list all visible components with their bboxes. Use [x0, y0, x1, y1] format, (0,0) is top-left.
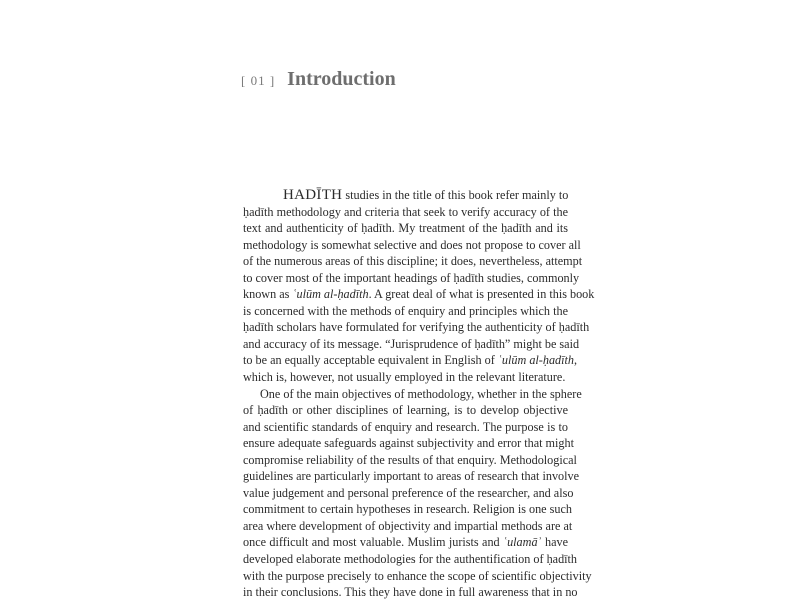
paragraph-2-line-6: guidelines are particularly important to areas of research that involve — [243, 469, 580, 484]
paragraph-1-line-5: of the numerous areas of this discipline; it does, nevertheless, attempt — [243, 254, 583, 269]
paragraph-1-line-2: ḥadīth methodology and criteria that seek to verify accuracy of the — [243, 204, 568, 219]
term-ulama: ʿulamāʾ — [503, 535, 542, 550]
paragraph-1-line-8: is concerned with the methods of enquiry and principles which the — [243, 303, 568, 318]
paragraph-2-line-3: and scientific standards of enquiry and research. The purpose is to — [243, 419, 568, 434]
term-ulum-al-hadith: ʿulūm al-ḥadīth — [497, 353, 575, 368]
paragraph-2-line-9: area where development of objectivity and impartial methods are at — [243, 518, 573, 533]
paragraph-1-line-4: methodology is somewhat selective and does not propose to cover all — [243, 237, 581, 252]
paragraph-2-line-2: of ḥadīth or other disciplines of learning, is to develop objective — [243, 403, 568, 418]
paragraph-2-line-11: developed elaborate methodologies for the authentification of ḥadīth — [243, 552, 578, 567]
paragraph-1-line-12: which is, however, not usually employed in the relevant literature. — [243, 370, 566, 385]
chapter-heading — [241, 68, 396, 91]
paragraph-2-line-1: One of the main objectives of methodology, whether in the sphere — [260, 386, 582, 401]
paragraph-1-line-6: to cover most of the important headings of ḥadīth studies, commonly — [243, 270, 580, 285]
lead-word: HADĪTH — [283, 187, 343, 203]
paragraph-2-line-13: in their conclusions. This they have done in full awareness that in no — [243, 585, 578, 600]
paragraph-1-line-9: ḥadīth scholars have formulated for verifying the authenticity of ḥadīth — [243, 320, 590, 335]
paragraph-1-line-1: HADĪTH studies in the title of this book refer mainly to — [283, 187, 569, 203]
paragraph-2-line-10: once difficult and most valuable. Muslim jurists and ʿulamāʾ have — [243, 535, 568, 550]
body-text — [243, 187, 595, 601]
paragraph-1-line-7: known as ʿulūm al-ḥadīth. A great deal of what is presented in this book — [243, 287, 595, 302]
paragraph-1-line-11: to be an equally acceptable equivalent in English of ʿulūm al-ḥadīth, — [243, 353, 578, 368]
chapter-number: [ 01 ] — [241, 73, 276, 88]
paragraph-1-line-10: and accuracy of its message. “Jurisprudence of ḥadīth” might be said — [243, 336, 580, 351]
paragraph-2-line-4: ensure adequate safeguards against subjectivity and error that might — [243, 436, 574, 451]
paragraph-2-line-8: commitment to certain hypotheses in research. Religion is one such — [243, 502, 572, 517]
paragraph-1-line-3: text and authenticity of ḥadīth. My treatment of the ḥadīth and its — [243, 221, 568, 236]
paragraph-2-line-7: value judgement and personal preference of the researcher, and also — [243, 485, 574, 500]
term-ulum-al-hadith: ʿulūm al-ḥadīth — [292, 287, 369, 302]
paragraph-2-line-5: compromise reliability of the results of that enquiry. Methodological — [243, 452, 577, 467]
paragraph-2-line-12: with the purpose precisely to enhance the scope of scientific objectivity — [243, 568, 592, 583]
chapter-title: Introduction — [287, 68, 396, 90]
